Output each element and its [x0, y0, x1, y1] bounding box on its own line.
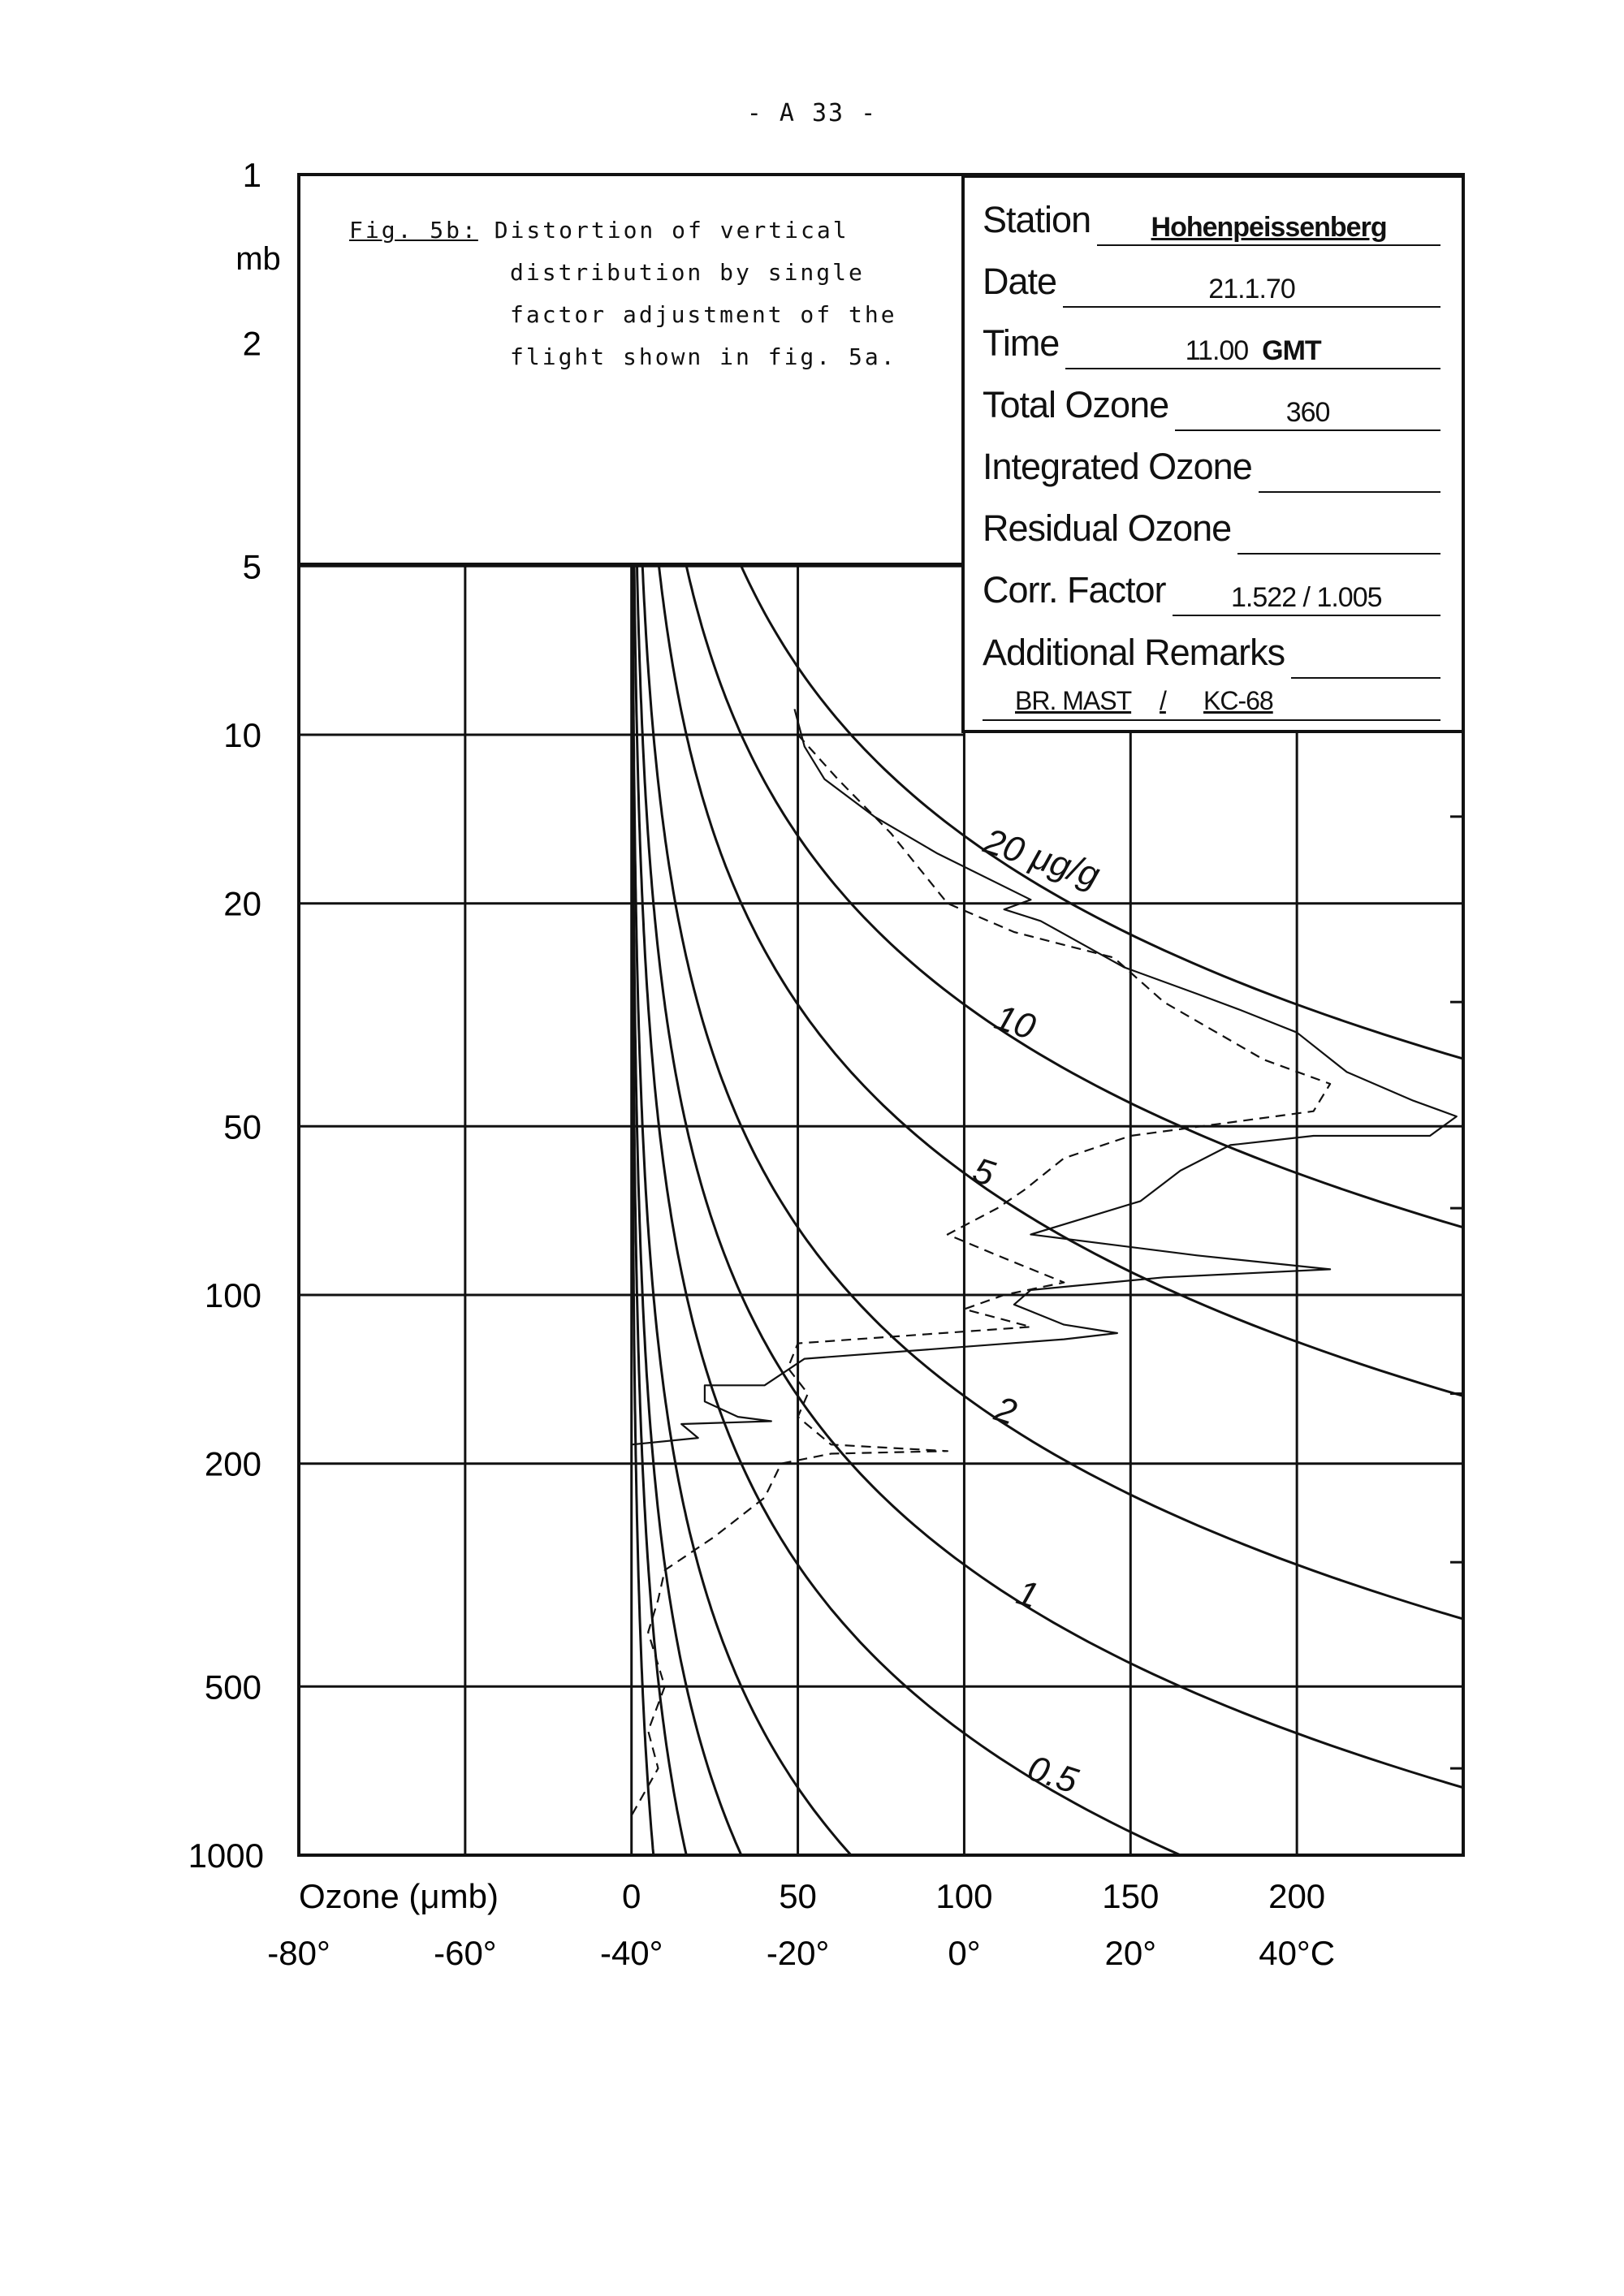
- remarks-value-1: BR. MAST: [1015, 686, 1132, 715]
- residual-ozone-row: [983, 498, 1440, 555]
- y-tick-label: 200: [204, 1444, 261, 1483]
- time-value: 11.00: [1185, 335, 1249, 366]
- caption-line: factor adjustment of the: [510, 301, 897, 328]
- temperature-tick-label: 0°: [948, 1934, 981, 1972]
- caption-line: flight shown in fig. 5a.: [510, 343, 897, 370]
- page-number: - A 33 -: [746, 99, 878, 127]
- mixing-ratio-label: 5: [968, 1150, 1000, 1195]
- integrated-ozone-row: [983, 436, 1440, 493]
- y-tick-label: 1000: [188, 1836, 264, 1875]
- residual-ozone-label: Residual Ozone: [983, 507, 1232, 549]
- y-tick-label: 5: [242, 547, 261, 586]
- integrated-ozone-value: [1259, 488, 1440, 493]
- x-tick-label: 0: [622, 1877, 641, 1915]
- temperature-tick-label: -20°: [766, 1934, 830, 1972]
- caption-label: Fig. 5b:: [349, 217, 478, 244]
- station-value: Hohenpeissenberg: [1097, 214, 1440, 246]
- remarks-separator: /: [1160, 686, 1166, 715]
- mixing-ratio-label: 0.5: [1022, 1748, 1083, 1802]
- x-tick-label: 50: [779, 1877, 817, 1915]
- temperature-tick-label: 20°: [1104, 1934, 1157, 1972]
- x-tick-label: 100: [935, 1877, 993, 1915]
- corr-factor-label: Corr. Factor: [983, 569, 1166, 611]
- mixing-ratio-label: 2: [990, 1388, 1021, 1433]
- date-row: [983, 251, 1440, 308]
- mixing-ratio-label: 20 μg/g: [978, 821, 1105, 896]
- total-ozone-value: 360: [1175, 399, 1440, 431]
- remarks-value-line: [983, 680, 1440, 721]
- station-info-box: [963, 177, 1458, 729]
- total-ozone-label: Total Ozone: [983, 384, 1169, 425]
- y-tick-label: 2: [242, 324, 261, 363]
- corr-factor-row: [983, 559, 1440, 616]
- mixing-ratio-line: [632, 175, 851, 1855]
- x-axis-label: Ozone (μmb): [299, 1877, 499, 1915]
- station-label: Station: [983, 199, 1091, 240]
- ozone-profile-solid: [632, 709, 1457, 1444]
- remarks-label: Additional Remarks: [983, 632, 1285, 673]
- temperature-tick-label: -80°: [267, 1934, 330, 1972]
- temperature-tick-label: -40°: [599, 1934, 663, 1972]
- mixing-ratio-label: 1: [1012, 1572, 1043, 1616]
- date-label: Date: [983, 261, 1057, 302]
- y-unit-label: mb: [235, 241, 281, 277]
- y-tick-label: 1: [242, 156, 261, 194]
- integrated-ozone-label: Integrated Ozone: [983, 446, 1252, 487]
- y-tick-label: 100: [204, 1276, 261, 1314]
- remarks-line: [1291, 674, 1440, 679]
- figure-caption: [349, 209, 950, 378]
- x-tick-label: 200: [1268, 1877, 1326, 1915]
- y-tick-label: 50: [223, 1107, 261, 1146]
- y-tick-label: 500: [204, 1668, 261, 1707]
- time-value-field: [1065, 337, 1440, 369]
- total-ozone-row: [983, 374, 1440, 431]
- date-value: 21.1.70: [1063, 275, 1440, 308]
- time-label: Time: [983, 322, 1060, 364]
- temperature-tick-label: 40°C: [1259, 1934, 1336, 1972]
- residual-ozone-value: [1237, 550, 1440, 555]
- time-zone: GMT: [1262, 335, 1321, 366]
- time-row: [983, 313, 1440, 369]
- caption-line: Distortion of vertical: [494, 217, 849, 244]
- temperature-tick-label: -60°: [434, 1934, 497, 1972]
- x-tick-label: 150: [1102, 1877, 1160, 1915]
- mixing-ratio-label: 10: [990, 997, 1040, 1048]
- caption-line: distribution by single: [510, 259, 865, 286]
- remarks-row: [983, 622, 1440, 679]
- y-tick-label: 10: [223, 716, 261, 754]
- remarks-value-2: KC-68: [1203, 686, 1273, 715]
- corr-factor-value: 1.522 / 1.005: [1173, 584, 1440, 616]
- station-row: [983, 189, 1440, 246]
- y-tick-label: 20: [223, 884, 261, 923]
